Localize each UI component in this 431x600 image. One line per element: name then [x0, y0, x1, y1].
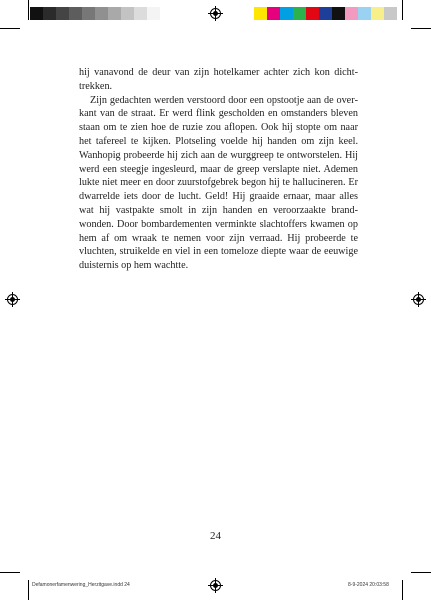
gray-swatch — [43, 7, 56, 20]
gray-color-bar — [30, 7, 160, 20]
crop-mark-top-right-vertical — [402, 0, 403, 20]
process-color-swatch — [280, 7, 293, 20]
process-color-swatch — [267, 7, 280, 20]
gray-swatch — [95, 7, 108, 20]
crop-mark-top-left — [0, 28, 20, 29]
process-color-swatch — [293, 7, 306, 20]
paragraph-continuation: hij vanavond de deur van zijn hotelkamer achter zich kon dichttrekken. — [79, 67, 358, 92]
process-color-swatch — [319, 7, 332, 20]
process-color-swatch — [254, 7, 267, 20]
gray-swatch — [134, 7, 147, 20]
crop-mark-bottom-right-vertical — [402, 580, 403, 600]
crop-mark-top-left-vertical — [28, 0, 29, 20]
gray-swatch — [56, 7, 69, 20]
registration-mark-right-icon — [413, 294, 424, 305]
paragraph-main: Zijn gedachten werden verstoord door een opstootje aan de overkant van de straat. Er werd flink gescholden en omstanders bleven staan om te zien hoe de ruzie zou aflopen. Ook hij stopte om naar het tafereel te kijken. Plotseling voelde hij handen om zijn keel. Wanhopig probeerde hij zich aan de wurggreep te ontworstelen. Hij werd een steegje ingesleurd, maar de greep verslapte niet. Ademen lukte niet meer en door zuurstofgebrek begon hij te hallucineren. Er dwarrelde iets door de lucht. Geld! Hij graaide ernaar, maar alles wat hij vastpakte smolt in zijn handen en veroorzaakte brandwonden. Door bombardementen verminkte slachtoffers kwamen op hem af om wraak te nemen voor zijn verraad. Hij probeerde te vluchten, struikelde en viel in een tomeloze diepte waar de eeuwige duisternis op hem wachtte. — [79, 94, 358, 272]
crop-mark-bottom-left — [0, 572, 20, 573]
body-text — [79, 66, 358, 273]
process-color-swatch — [332, 7, 345, 20]
process-color-bar — [254, 7, 397, 20]
gray-swatch — [121, 7, 134, 20]
gray-swatch — [82, 7, 95, 20]
gray-swatch — [30, 7, 43, 20]
process-color-swatch — [371, 7, 384, 20]
crop-mark-bottom-left-vertical — [28, 580, 29, 600]
registration-mark-bottom-icon — [210, 580, 221, 591]
process-color-swatch — [358, 7, 371, 20]
crop-mark-bottom-right — [411, 572, 431, 573]
gray-swatch — [147, 7, 160, 20]
gray-swatch — [69, 7, 82, 20]
process-color-swatch — [345, 7, 358, 20]
slug-file-name: Defamonerfamenwering_Herzitgave.indd 24 — [32, 582, 130, 588]
registration-mark-top-icon — [210, 8, 221, 19]
process-color-swatch — [384, 7, 397, 20]
registration-mark-left-icon — [7, 294, 18, 305]
process-color-swatch — [306, 7, 319, 20]
page-number: 24 — [210, 530, 221, 542]
crop-mark-top-right — [411, 28, 431, 29]
slug-date: 8-9-2024 20:03:58 — [348, 582, 389, 588]
gray-swatch — [108, 7, 121, 20]
